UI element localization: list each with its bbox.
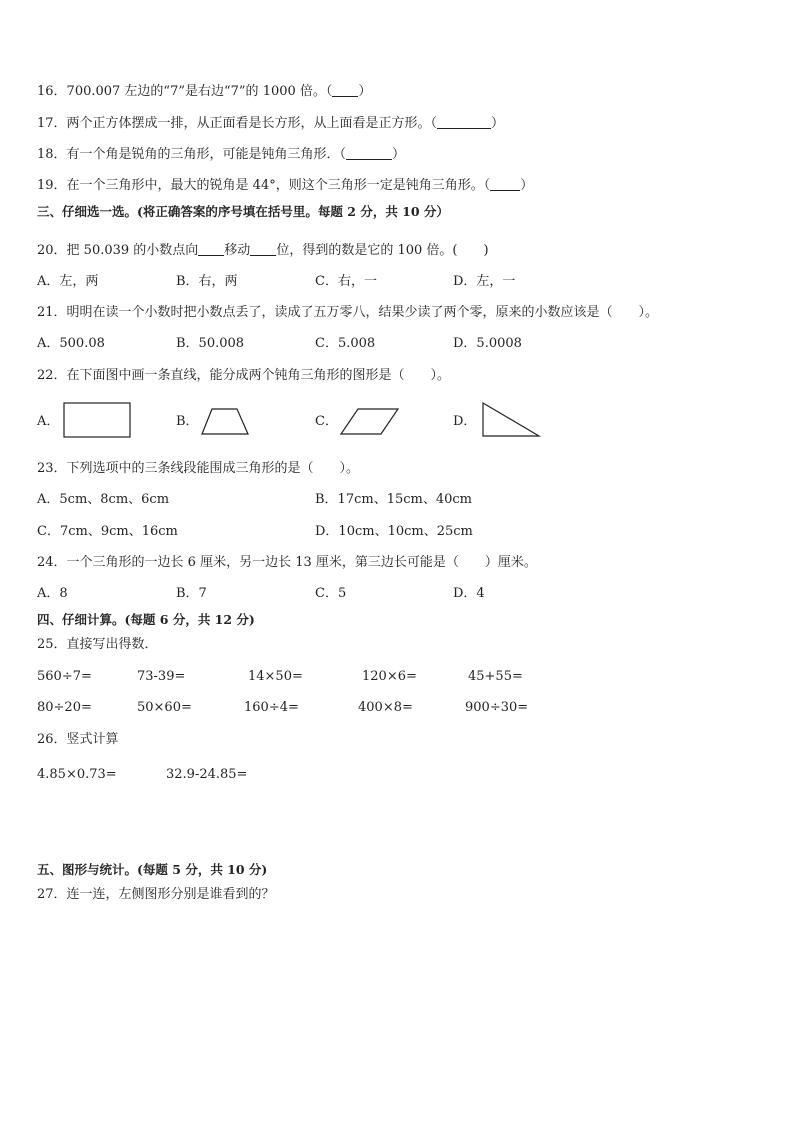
- parallelogram-shape: [340, 408, 400, 436]
- bracket-close: ）: [392, 147, 406, 162]
- question-16-text: 16．700.007 左边的“7”是右边“7”的 1000 倍。（: [37, 84, 333, 99]
- calc-item: 14×50=: [248, 669, 303, 684]
- q20-option-c[interactable]: C．右，一: [315, 274, 377, 289]
- question-16: [37, 84, 371, 100]
- question-18-text: 18．有一个角是锐角的三角形，可能是钝角三角形．（: [37, 147, 347, 162]
- question-25-text: 25．直接写出得数．: [37, 637, 158, 652]
- q20-option-b[interactable]: B．右，两: [176, 274, 238, 289]
- vertical-calc-item: 32.9-24.85=: [166, 767, 248, 782]
- question-19: [37, 178, 533, 194]
- answer-blank[interactable]: [437, 116, 491, 129]
- question-23-text: 23．下列选项中的三条线段能围成三角形的是（ ）。: [37, 461, 360, 476]
- question-20-text-a: 20．把 50.039 的小数点向: [37, 243, 199, 258]
- calc-item: 160÷4=: [244, 700, 299, 715]
- q21-option-a[interactable]: A．500.08: [37, 336, 105, 351]
- section-4-heading: 四、仔细计算。(每题 6 分，共 12 分): [37, 612, 255, 627]
- section-3-heading: 三、仔细选一选。(将正确答案的序号填在括号里。每题 2 分，共 10 分）: [37, 204, 449, 219]
- q23-option-a[interactable]: A．5cm、8cm、6cm: [37, 492, 170, 507]
- question-17: [37, 116, 504, 132]
- vertical-calc-item: 4.85×0.73=: [37, 767, 117, 782]
- bracket-close: ）: [491, 116, 505, 131]
- question-24-text: 24．一个三角形的一边长 6 厘米，另一边长 13 厘米，第三边长可能是（ ）厘米。: [37, 555, 537, 570]
- question-26-text: 26．竖式计算: [37, 732, 119, 747]
- question-22-text: 22．在下面图中画一条直线，能分成两个钝角三角形的图形是（ ）。: [37, 368, 451, 383]
- calc-item: 120×6=: [362, 669, 417, 684]
- q22-option-c[interactable]: C．: [315, 414, 338, 429]
- answer-blank[interactable]: [250, 243, 276, 256]
- q20-option-d[interactable]: D．左，一: [453, 274, 516, 289]
- calc-item: 560÷7=: [37, 669, 92, 684]
- q22-option-b[interactable]: B．: [176, 414, 199, 429]
- question-20-text-c: 位，得到的数是它的 100 倍。( ): [276, 243, 489, 258]
- calc-item: 400×8=: [358, 700, 413, 715]
- q23-option-b[interactable]: B．17cm、15cm、40cm: [315, 492, 473, 507]
- bracket-close: ）: [520, 178, 534, 193]
- answer-blank[interactable]: [346, 147, 392, 160]
- q24-option-b[interactable]: B．7: [176, 586, 207, 601]
- q24-option-c[interactable]: C．5: [315, 586, 347, 601]
- q20-option-a[interactable]: A．左，两: [37, 274, 99, 289]
- question-20: [37, 243, 489, 259]
- answer-blank[interactable]: [332, 84, 358, 97]
- bracket-close: ）: [358, 84, 372, 99]
- question-27-text: 27．连一连，左侧图形分别是谁看到的？: [37, 887, 275, 902]
- q21-option-d[interactable]: D．5.0008: [453, 336, 522, 351]
- q24-option-a[interactable]: A．8: [37, 586, 68, 601]
- calc-item: 73-39=: [137, 669, 186, 684]
- question-18: [37, 147, 405, 163]
- section-5-heading: 五、图形与统计。(每题 5 分，共 10 分): [37, 862, 268, 877]
- question-20-text-b: 移动: [224, 243, 251, 258]
- q21-option-c[interactable]: C．5.008: [315, 336, 376, 351]
- q22-option-a[interactable]: A．: [37, 414, 60, 429]
- right-triangle-shape: [481, 402, 541, 438]
- q22-option-d[interactable]: D．: [453, 414, 477, 429]
- q24-option-d[interactable]: D．4: [453, 586, 485, 601]
- calc-item: 50×60=: [137, 700, 192, 715]
- answer-blank[interactable]: [490, 178, 520, 191]
- q21-option-b[interactable]: B．50.008: [176, 336, 245, 351]
- rectangle-shape: [63, 402, 133, 440]
- question-19-text: 19．在一个三角形中，最大的锐角是 44°，则这个三角形一定是钝角三角形。（: [37, 178, 491, 193]
- question-17-text: 17．两个正方体摆成一排，从正面看是长方形，从上面看是正方形。（: [37, 116, 438, 131]
- trapezoid-shape: [200, 408, 250, 436]
- answer-blank[interactable]: [198, 243, 224, 256]
- calc-item: 900÷30=: [465, 700, 529, 715]
- question-21-text: 21．明明在读一个小数时把小数点丢了，读成了五万零八，结果少读了两个零，原来的小数应该是（ ）。: [37, 305, 659, 320]
- calc-item: 45+55=: [468, 669, 523, 684]
- calc-item: 80÷20=: [37, 700, 92, 715]
- q23-option-c[interactable]: C．7cm、9cm、16cm: [37, 524, 178, 539]
- q23-option-d[interactable]: D．10cm、10cm、25cm: [315, 524, 473, 539]
